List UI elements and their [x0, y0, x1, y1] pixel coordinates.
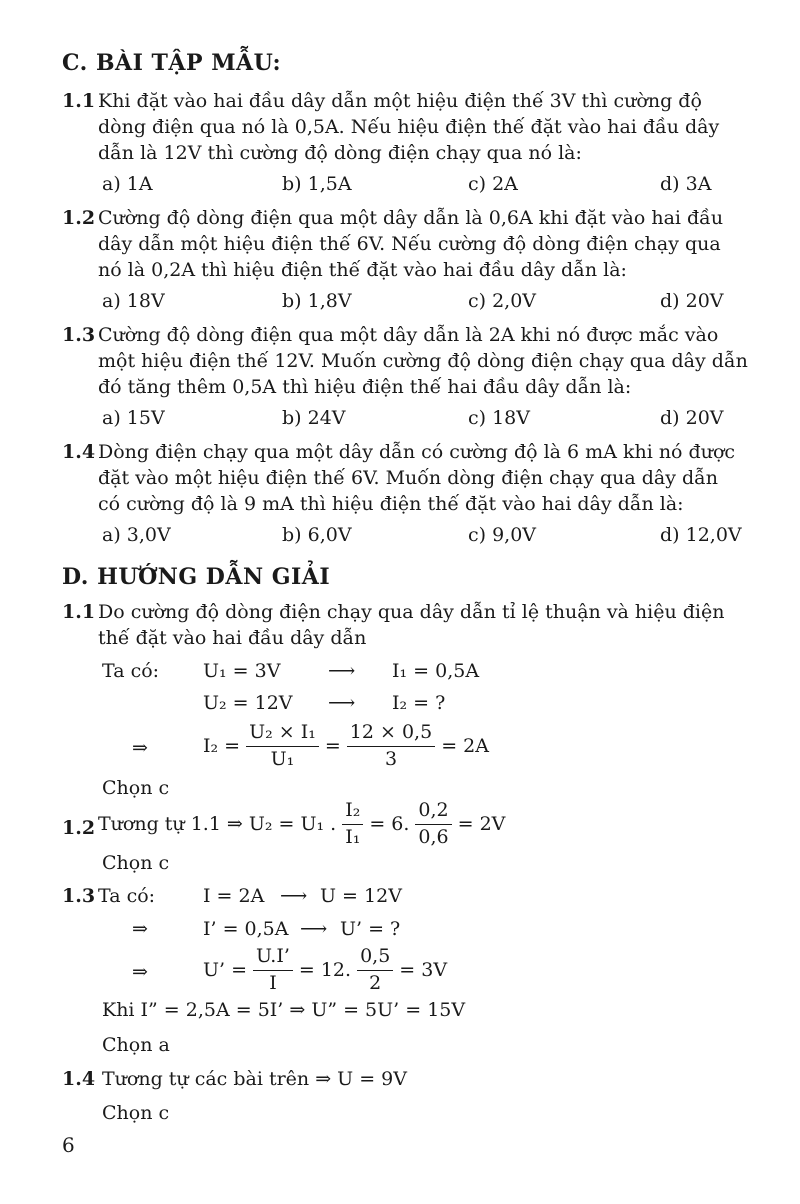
solution-text: Tương tự 1.1 [98, 813, 221, 836]
arrow-icon: ⟶ [328, 692, 356, 714]
question-text-line: dây dẫn một hiệu điện thế 6V. Nếu cường độ dòng điện chạy qua [98, 233, 721, 255]
solution-text: Khi I” = 2,5A = 5I’ ⇒ U” = 5U’ = 15V [102, 999, 466, 1021]
formula-lhs: U₂ = U₁ . [248, 813, 337, 836]
implies-icon: ⇒ [132, 961, 148, 983]
question-number: 1.1 [62, 90, 96, 112]
chon-answer: Chọn a [102, 1034, 170, 1056]
option-a: a) 1A [102, 173, 153, 195]
ta-co-label: Ta có: [98, 885, 156, 907]
question-text-line: Dòng điện chạy qua một dây dẫn có cường độ là 6 mA khi nó được [98, 441, 736, 463]
option-b: b) 6,0V [282, 524, 352, 546]
question-number: 1.4 [62, 441, 96, 463]
given-value: U₁ = 3V [203, 660, 281, 682]
chon-answer: Chọn c [102, 852, 170, 874]
fraction-denominator: I [269, 971, 277, 994]
fraction [357, 946, 393, 995]
fraction-numerator: 12 × 0,5 [347, 722, 435, 747]
question-text-line: một hiệu điện thế 12V. Muốn cường độ dòng điện chạy qua dây dẫn [98, 350, 748, 372]
option-c: c) 2A [468, 173, 518, 195]
option-d: d) 20V [660, 407, 724, 429]
formula [203, 946, 447, 995]
option-d: d) 12,0V [660, 524, 742, 546]
given-value: I₁ = 0,5A [392, 660, 480, 682]
fraction-denominator: 0,6 [418, 825, 449, 848]
solution-text-line: thế đặt vào hai đầu dây dẫn [98, 627, 367, 649]
chon-answer: Chọn c [102, 777, 170, 799]
option-d: d) 3A [660, 173, 712, 195]
fraction [347, 722, 435, 771]
formula-result: = 3V [399, 959, 448, 982]
solution-number: 1.1 [62, 601, 96, 623]
solution-text-line: Do cường độ dòng điện chạy qua dây dẫn tỉ lệ thuận và hiệu điện [98, 601, 725, 623]
option-c: c) 18V [468, 407, 530, 429]
given-value: U = 12V [320, 885, 402, 907]
fraction-denominator: U₁ [270, 747, 295, 770]
arrow-icon: ⟶ [280, 885, 308, 907]
fraction-numerator: 0,2 [415, 800, 451, 825]
formula [98, 800, 505, 849]
fraction-numerator: 0,5 [357, 946, 393, 971]
question-text-line: dòng điện qua nó là 0,5A. Nếu hiệu điện thế đặt vào hai đầu dây [98, 116, 720, 138]
implies-icon: ⇒ [132, 918, 148, 940]
question-text-line: Cường độ dòng điện qua một dây dẫn là 2A khi nó được mắc vào [98, 324, 719, 346]
formula-mid: = 12. [298, 959, 352, 982]
page-number: 6 [62, 1133, 75, 1157]
fraction [246, 722, 319, 771]
fraction-denominator: I₁ [345, 825, 361, 848]
fraction-numerator: U₂ × I₁ [246, 722, 319, 747]
fraction-numerator: U.I’ [253, 946, 293, 971]
implies-icon: ⇒ [226, 813, 243, 836]
option-b: b) 1,5A [282, 173, 352, 195]
given-value: U₂ = 12V [203, 692, 293, 714]
formula [203, 722, 489, 771]
ta-co-label: Ta có: [102, 660, 160, 682]
equals-sign: = [324, 735, 341, 758]
formula-lhs: U’ = [203, 959, 248, 982]
question-text-line: Khi đặt vào hai đầu dây dẫn một hiệu điện thế 3V thì cường độ [98, 90, 702, 112]
option-c: c) 9,0V [468, 524, 537, 546]
formula-result: = 2V [457, 813, 506, 836]
question-text-line: đó tăng thêm 0,5A thì hiệu điện thế hai đầu dây dẫn là: [98, 376, 632, 398]
question-text-line: Cường độ dòng điện qua một dây dẫn là 0,6A khi đặt vào hai đầu [98, 207, 724, 229]
given-value: I = 2A [203, 885, 265, 907]
option-b: b) 1,8V [282, 290, 352, 312]
solution-number: 1.2 [62, 817, 96, 839]
option-a: a) 3,0V [102, 524, 171, 546]
fraction [342, 800, 363, 849]
fraction [415, 800, 451, 849]
fraction-numerator: I₂ [342, 800, 363, 825]
question-text-line: dẫn là 12V thì cường độ dòng điện chạy qua nó là: [98, 142, 582, 164]
formula-mid: = 6. [369, 813, 410, 836]
given-value: I’ = 0,5A [203, 918, 289, 940]
section-c-heading: C. BÀI TẬP MẪU: [62, 50, 282, 76]
option-a: a) 18V [102, 290, 165, 312]
option-c: c) 2,0V [468, 290, 537, 312]
formula-result: = 2A [441, 735, 489, 758]
formula-lhs: I₂ = [203, 735, 241, 758]
arrow-icon: ⟶ [300, 918, 328, 940]
arrow-icon: ⟶ [328, 660, 356, 682]
question-number: 1.2 [62, 207, 96, 229]
fraction-denominator: 2 [369, 971, 382, 994]
fraction-denominator: 3 [384, 747, 398, 770]
solution-text: Tương tự các bài trên ⇒ U = 9V [102, 1068, 407, 1090]
question-number: 1.3 [62, 324, 96, 346]
section-d-heading: D. HƯỚNG DẪN GIẢI [62, 564, 331, 590]
solution-number: 1.3 [62, 885, 96, 907]
given-value: I₂ = ? [392, 692, 446, 714]
option-b: b) 24V [282, 407, 346, 429]
given-value: U’ = ? [340, 918, 401, 940]
question-text-line: đặt vào một hiệu điện thế 6V. Muốn dòng điện chạy qua dây dẫn [98, 467, 719, 489]
question-text-line: có cường độ là 9 mA thì hiệu điện thế đặt vào hai dây dẫn là: [98, 493, 684, 515]
chon-answer: Chọn c [102, 1102, 170, 1124]
solution-number: 1.4 [62, 1068, 96, 1090]
option-d: d) 20V [660, 290, 724, 312]
option-a: a) 15V [102, 407, 165, 429]
question-text-line: nó là 0,2A thì hiệu điện thế đặt vào hai đầu dây dẫn là: [98, 259, 627, 281]
fraction [253, 946, 293, 995]
implies-icon: ⇒ [132, 737, 148, 759]
